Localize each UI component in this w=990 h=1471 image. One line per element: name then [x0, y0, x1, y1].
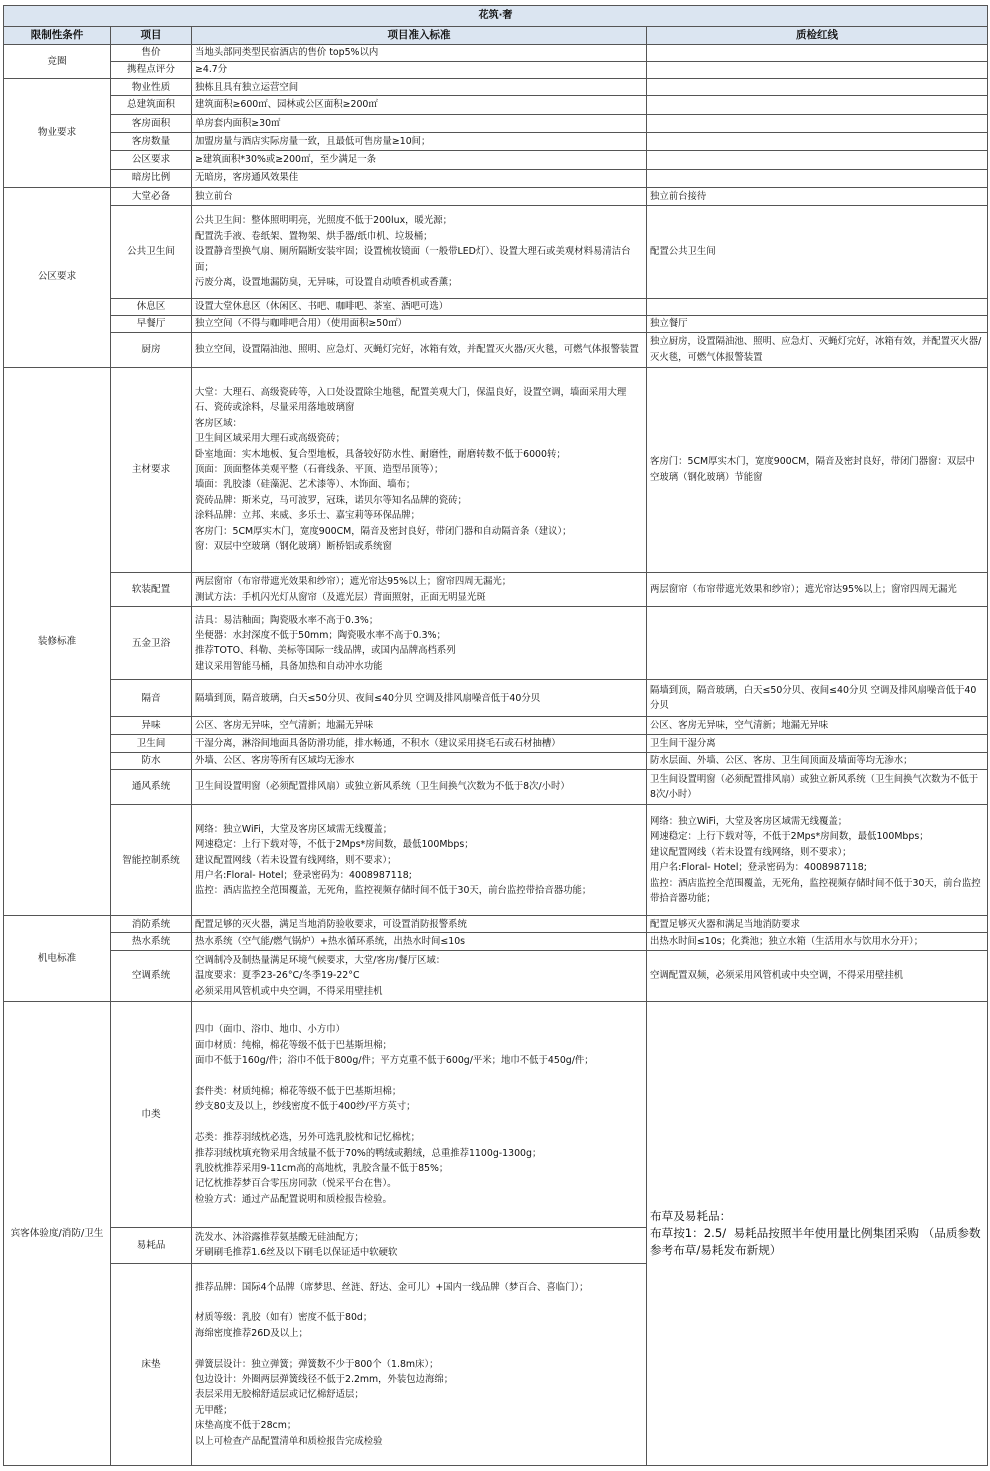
redline-room-count — [647, 132, 988, 150]
standard-odor: 公区、客房无异味，空气清新；地漏无异味 — [192, 717, 647, 735]
redline-total-area — [647, 96, 988, 114]
standard-soft-decor: 两层窗帘（布帘带遮光效果和纱帘）；遮光帘达95%以上；窗帘四周无漏光； 测试方法：手机闪光灯从窗帘（及遮光层）背面照射，正面无明显光斑 — [192, 572, 647, 607]
redline-waterproof: 防水层面、外墙、公区、客房、卫生间顶面及墙面等均无渗水； — [647, 752, 988, 769]
standard-total-area: 建筑面积≥600㎡、园林或公区面积≥200㎡ — [192, 96, 647, 114]
group-competitor: 竞圈 — [4, 44, 111, 79]
standard-waterproof: 外墙、公区、客房等所有区域均无渗水 — [192, 752, 647, 769]
standard-hot-water: 热水系统（空气能/燃气锅炉）+热水循环系统，出热水时间≤10s — [192, 933, 647, 950]
item-kitchen: 厨房 — [111, 333, 192, 368]
item-room-count: 客房数量 — [111, 132, 192, 150]
standard-main-material: 大堂：大理石、高级瓷砖等，入口处设置除尘地毯，配置美观大门，保温良好，设置空调，墙面采用大理石、瓷砖或涂料，尽量采用落地玻璃窗 客房区域： 卫生间区域采用大理石或高级瓷砖； 卧室地面：实木地板、复合型地板，具备较好防水性、耐磨性，耐磨转数不低于6000转； 顶面：顶面整体美观平整（石膏线条、平顶、造型吊顶等）； 墙面：乳胶漆（硅藻泥、艺术漆等）、木饰面、墙布； 瓷砖品牌：斯米克，马可波罗，冠珠，诺贝尔等知名品牌的瓷砖； 涂料品牌：立邦、来威、多乐士、嘉宝莉等环保品牌； 客房门：5CM厚实木门，宽度900CM，隔音及密封良好，带闭门器和自动隔音条（建议）； 窗：双层中空玻璃（钢化玻璃）断桥铝或系统窗 — [192, 367, 647, 572]
item-ventilation: 通风系统 — [111, 769, 192, 805]
item-main-material: 主材要求 — [111, 367, 192, 572]
item-fire: 消防系统 — [111, 916, 192, 933]
item-public-area: 公区要求 — [111, 151, 192, 169]
standard-dark-room: 无暗房，客房通风效果佳 — [192, 169, 647, 187]
item-room-area: 客房面积 — [111, 114, 192, 132]
standard-bathroom: 干湿分离，淋浴间地面具备防滑功能，排水畅通，不积水（建议采用挠毛石或石材抽槽） — [192, 735, 647, 752]
item-breakfast: 早餐厅 — [111, 315, 192, 332]
standard-kitchen: 独立空间，设置隔油池、照明、应急灯、灭蝇灯完好，冰箱有效，并配置灭火器/灭火毯，可燃气体报警装置 — [192, 333, 647, 368]
item-lobby: 大堂必备 — [111, 187, 192, 205]
standard-sound: 隔墙到顶，隔音玻璃，白天≤50分贝、夜间≤40分贝 空调及排风扇噪音低于40分贝 — [192, 680, 647, 717]
redline-dark-room — [647, 169, 988, 187]
standard-breakfast: 独立空间（不得与咖啡吧合用）（使用面积≥50㎡） — [192, 315, 647, 332]
standard-ctrip-score: ≥4.7分 — [192, 61, 647, 78]
redline-sanitary — [647, 607, 988, 680]
standard-lounge: 设置大堂休息区（休闲区、书吧、咖啡吧、茶室、酒吧可选） — [192, 298, 647, 315]
redline-public-area — [647, 151, 988, 169]
redline-ventilation: 卫生间设置明窗（必须配置排风扇）或独立新风系统（卫生间换气次数为不低于8次/小时） — [647, 769, 988, 805]
standard-fire: 配置足够的灭火器，满足当地消防验收要求，可设置消防报警系统 — [192, 916, 647, 933]
standard-room-count: 加盟房量与酒店实际房量一致，且最低可售房量≥10间； — [192, 132, 647, 150]
item-consumables: 易耗品 — [111, 1228, 192, 1264]
standard-towels: 四巾（面巾、浴巾、地巾、小方巾） 面巾材质：纯棉，棉花等级不低于巴基斯坦棉； 面巾不低于160g/件；浴巾不低于800g/件；平方克重不低于600g/平米；地巾不低于450g/件； 套件类：材质纯棉；棉花等级不低于巴基斯坦棉； 纱支80支及以上，纱线密度不低于400纱/平方英寸； 芯类：推荐羽绒枕必选，另外可选乳胶枕和记忆棉枕； 推荐羽绒枕填充物采用含绒量不低于70%的鸭绒或鹅绒，总重推荐1100g-1300g； 乳胶枕推荐采用9-11cm高的高地枕，乳胶含量不低于85%； 记忆枕推荐梦百合零压房同款（悦采平台在售）。 检验方式：通过产品配置说明和质检报告检验。 — [192, 1002, 647, 1228]
item-price: 售价 — [111, 44, 192, 61]
group-mep: 机电标准 — [4, 916, 111, 1002]
redline-ctrip-score — [647, 61, 988, 78]
redline-kitchen: 独立厨房，设置隔油池、照明、应急灯、灭蝇灯完好，冰箱有效，并配置灭火器/灭火毯，可燃气体报警装置 — [647, 333, 988, 368]
redline-room-area — [647, 114, 988, 132]
item-sound: 隔音 — [111, 680, 192, 717]
redline-public-toilet: 配置公共卫生间 — [647, 206, 988, 298]
item-hot-water: 热水系统 — [111, 933, 192, 950]
item-lounge: 休息区 — [111, 298, 192, 315]
item-dark-room: 暗房比例 — [111, 169, 192, 187]
standard-aircon: 空调制冷及制热量满足环境气候要求，大堂/客房/餐厅区域： 温度要求：夏季23-26°C/冬季19-22°C 必须采用风管机或中央空调，不得采用壁挂机 — [192, 950, 647, 1002]
header-condition: 限制性条件 — [4, 27, 111, 44]
redline-property-type — [647, 79, 988, 96]
redline-lounge — [647, 298, 988, 315]
item-waterproof: 防水 — [111, 752, 192, 769]
item-bathroom: 卫生间 — [111, 735, 192, 752]
standard-public-toilet: 公共卫生间：整体照明明亮，光照度不低于200lux，暖光源； 配置洗手液、卷纸架、置物架、烘手器/纸巾机、垃圾桶； 设置静音型换气扇、厕所隔断安装牢固；设置梳妆镜面（一般带LED灯）、设置大理石或美观材料易清洁台面； 污废分离，设置地漏防臭，无异味，可设置自动喷香机或香薰； — [192, 206, 647, 298]
item-total-area: 总建筑面积 — [111, 96, 192, 114]
item-ctrip-score: 携程点评分 — [111, 61, 192, 78]
header-item: 项目 — [111, 27, 192, 44]
redline-guest: 布草及易耗品： 布草按1：2.5/ 易耗品按照半年使用量比例集团采购 （品质参数参考布草/易耗发布新规） — [647, 1002, 988, 1466]
standard-mattress: 推荐品牌：国际4个品牌（席梦思、丝涟、舒达、金可儿）+国内一线品牌（梦百合、喜临门）； 材质等级：乳胶（如有）密度不低于80d； 海绵密度推荐26D及以上； 弹簧层设计：独立弹簧；弹簧数不少于800个（1.8m床）； 包边设计：外圈两层弹簧线径不低于2.2mm，外装包边海绵； 表层采用无胶棉舒适层或记忆棉舒适层； 无甲醛； 床垫高度不低于28cm； 以上可检查产品配置清单和质检报告完成检验 — [192, 1263, 647, 1465]
group-public: 公区要求 — [4, 187, 111, 367]
item-sanitary: 五金卫浴 — [111, 607, 192, 680]
sheet-title: 花筑·奢 — [4, 6, 988, 27]
redline-soft-decor: 两层窗帘（布帘带遮光效果和纱帘）；遮光帘达95%以上；窗帘四周无漏光 — [647, 572, 988, 607]
standard-property-type: 独栋且具有独立运营空间 — [192, 79, 647, 96]
standard-price: 当地头部同类型民宿酒店的售价 top5%以内 — [192, 44, 647, 61]
redline-main-material: 客房门：5CM厚实木门，宽度900CM，隔音及密封良好，带闭门器窗：双层中空玻璃（钢化玻璃）节能窗 — [647, 367, 988, 572]
group-property: 物业要求 — [4, 79, 111, 188]
standard-lobby: 独立前台 — [192, 187, 647, 205]
redline-fire: 配置足够灭火器和满足当地消防要求 — [647, 916, 988, 933]
redline-sound: 隔墙到顶，隔音玻璃，白天≤50分贝、夜间≤40分贝 空调及排风扇噪音低于40分贝 — [647, 680, 988, 717]
standard-smart-control: 网络：独立WiFi，大堂及客房区域需无线覆盖； 网速稳定：上行下载对等，不低于2Mps*房间数，最低100Mbps； 建议配置网线（若未设置有线网络，则不要求）； 用户名:Floral- Hotel；登录密码为：4008987118; 监控：酒店监控全范围覆盖，无死角，监控视频存储时间不低于30天，前台监控带拾音器功能； — [192, 805, 647, 916]
redline-breakfast: 独立餐厅 — [647, 315, 988, 332]
item-mattress: 床垫 — [111, 1263, 192, 1465]
standard-consumables: 洗发水、沐浴露推荐氨基酸无硅油配方； 牙刷刷毛推荐1.6丝及以下刷毛以保证适中软硬软 — [192, 1228, 647, 1264]
standard-public-area: ≥建筑面积*30%或≥200㎡，至少满足一条 — [192, 151, 647, 169]
standards-table — [3, 5, 988, 1466]
header-redline: 质检红线 — [647, 27, 988, 44]
redline-smart-control: 网络：独立WiFi，大堂及客房区域需无线覆盖； 网速稳定：上行下载对等，不低于2Mps*房间数，最低100Mbps； 建议配置网线（若未设置有线网络，则不要求）； 用户名:Floral- Hotel；登录密码为：4008987118; 监控：酒店监控全范围覆盖，无死角，监控视频存储时间不低于30天，前台监控带拾音器功能； — [647, 805, 988, 916]
item-aircon: 空调系统 — [111, 950, 192, 1002]
item-property-type: 物业性质 — [111, 79, 192, 96]
standard-room-area: 单房套内面积≥30㎡ — [192, 114, 647, 132]
redline-lobby: 独立前台接待 — [647, 187, 988, 205]
item-public-toilet: 公共卫生间 — [111, 206, 192, 298]
header-standard: 项目准入标准 — [192, 27, 647, 44]
standard-ventilation: 卫生间设置明窗（必须配置排风扇）或独立新风系统（卫生间换气次数为不低于8次/小时） — [192, 769, 647, 805]
item-smart-control: 智能控制系统 — [111, 805, 192, 916]
item-towels: 巾类 — [111, 1002, 192, 1228]
item-odor: 异味 — [111, 717, 192, 735]
standards-sheet — [3, 5, 987, 1466]
group-decoration: 装修标准 — [4, 367, 111, 916]
redline-bathroom: 卫生间干湿分离 — [647, 735, 988, 752]
standard-sanitary: 洁具：易洁釉面；陶瓷吸水率不高于0.3%； 坐便器：水封深度不低于50mm；陶瓷吸水率不高于0.3%； 推荐TOTO、科勒、美标等国际一线品牌，或国内品牌高档系列 建议采用智能马桶，具备加热和自动冲水功能 — [192, 607, 647, 680]
redline-hot-water: 出热水时间≤10s；化粪池；独立水箱（生活用水与饮用水分开）； — [647, 933, 988, 950]
group-guest: 宾客体验度/消防/卫生 — [4, 1002, 111, 1466]
redline-odor: 公区、客房无异味，空气清新；地漏无异味 — [647, 717, 988, 735]
redline-aircon: 空调配置双频，必须采用风管机或中央空调，不得采用壁挂机 — [647, 950, 988, 1002]
item-soft-decor: 软装配置 — [111, 572, 192, 607]
redline-price — [647, 44, 988, 61]
